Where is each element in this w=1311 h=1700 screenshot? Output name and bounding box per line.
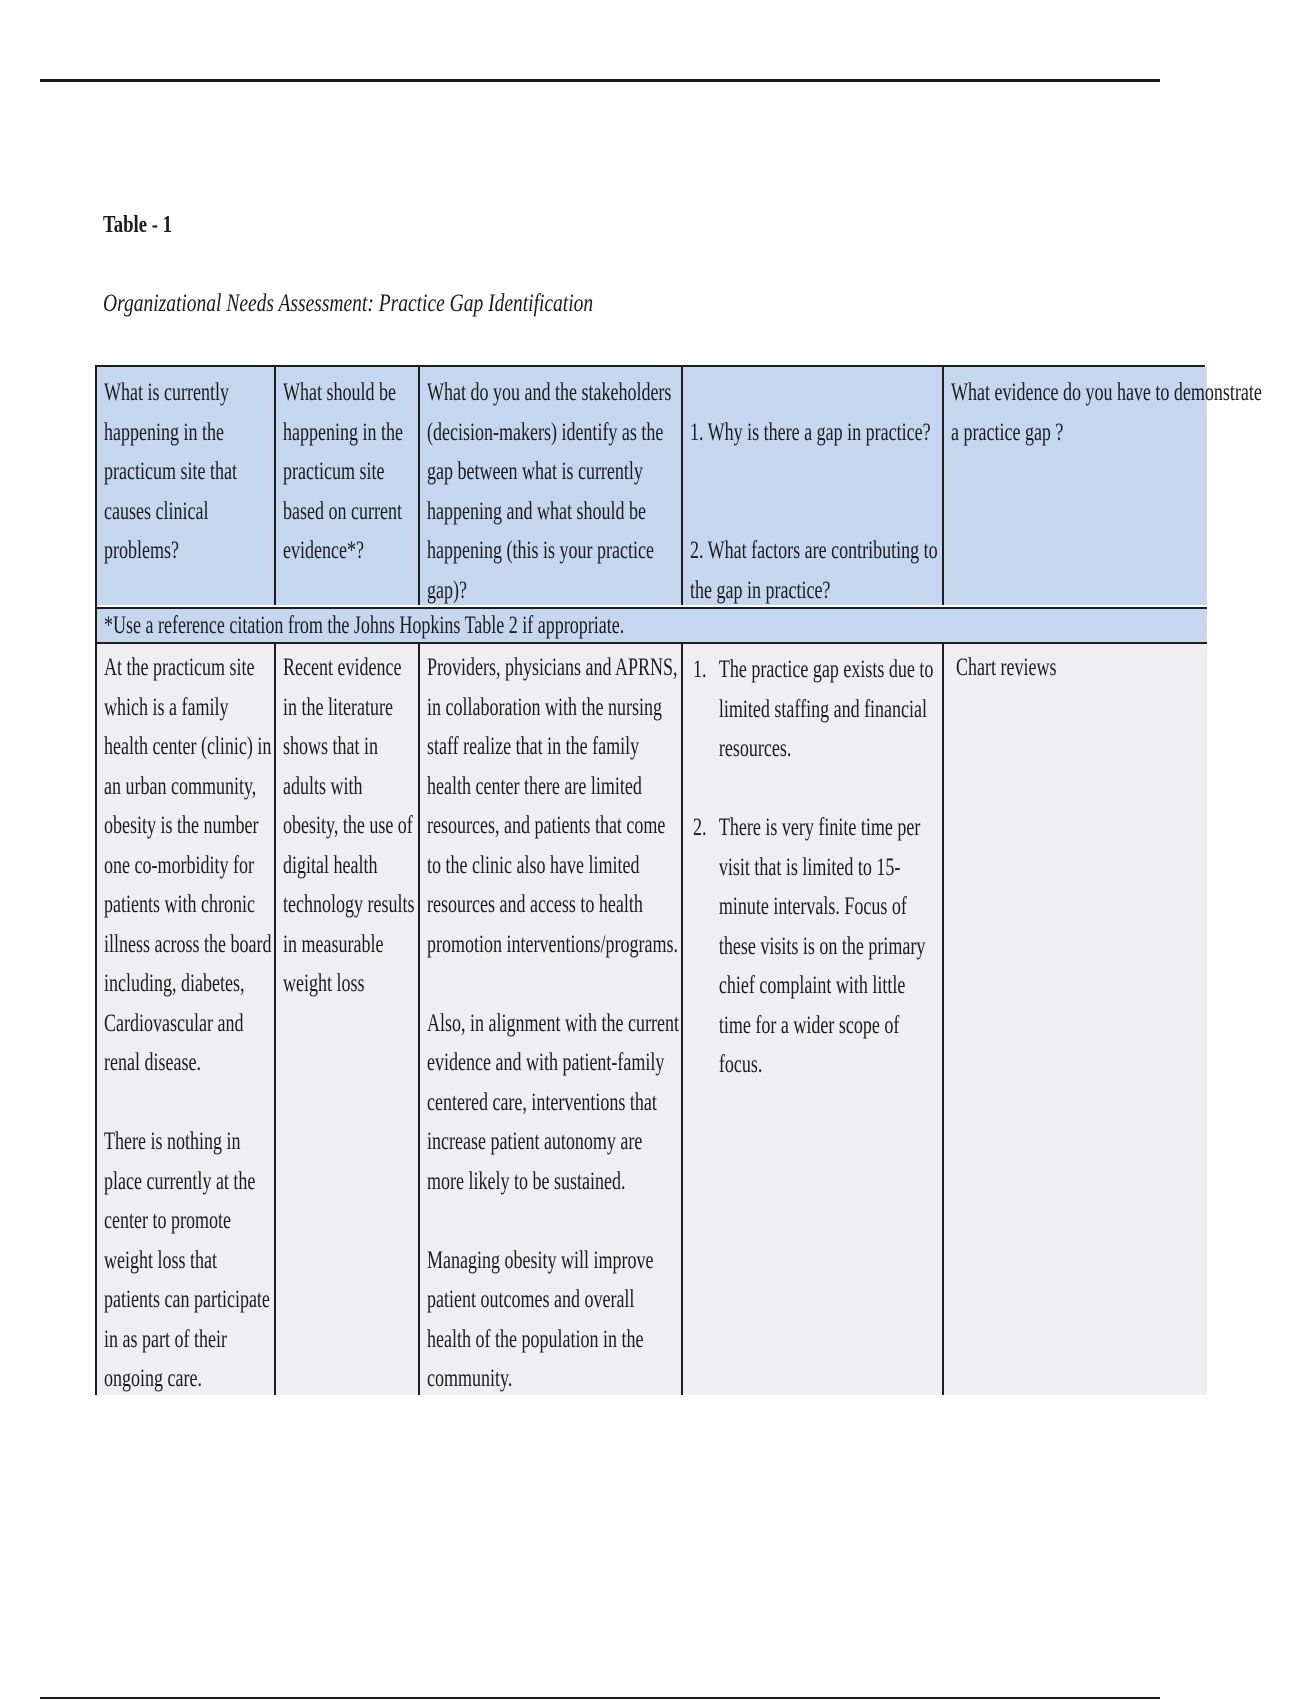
header-cell-evidence xyxy=(942,367,1262,605)
header-should-text: What should be happening in the practicum site based on current evidence*? xyxy=(283,379,403,564)
table-row xyxy=(97,644,1207,1395)
list-item-text: There is very finite time per visit that is limited to 15-minute intervals. Focus of these visits is on the primary chief complaint with little time for a wider scope of focus. xyxy=(718,814,926,1078)
gap-paragraph-3: Managing obesity will improve patient outcomes and overall health of the population in the community. xyxy=(427,1246,654,1392)
body-cell-current xyxy=(97,644,274,1395)
gap-reasons-list xyxy=(693,650,938,1124)
header-why-q1: 1. Why is there a gap in practice? xyxy=(690,418,931,446)
header-cell-gap xyxy=(418,367,681,605)
bottom-rule xyxy=(40,1697,1160,1699)
practice-gap-table xyxy=(95,365,1262,1395)
header-cell-why xyxy=(681,367,942,605)
body-cell-should xyxy=(274,644,418,1395)
gap-paragraph-1: Providers, physicians and APRNS, in collaboration with the nursing staff realize that in the family health center there are limited resources, and patients that come to the clinic also have limited resources and access to health promotion interventions/programs. xyxy=(427,654,678,958)
list-item xyxy=(693,808,938,1085)
gap-paragraph-2: Also, in alignment with the current evidence and with patient-family centered care, interventions that increase patient autonomy are more likely to be sustained. xyxy=(427,1009,679,1195)
header-cell-current xyxy=(97,367,274,605)
list-item-number: 2. xyxy=(693,814,707,841)
header-gap-text: What do you and the stakeholders (decision-makers) identify as the gap between what is currently happening and what should be happening (this is your practice gap)? xyxy=(427,379,672,604)
header-current-text: What is currently happening in the practicum site that causes clinical problems? xyxy=(104,379,237,564)
table-label: Table - 1 xyxy=(103,212,173,238)
should-paragraph: Recent evidence in the literature shows that in adults with obesity, the use of digital health technology results in measurable weight loss xyxy=(283,654,415,997)
current-paragraph-2: There is nothing in place currently at the center to promote weight loss that patients can participate in as part of their ongoing care. xyxy=(104,1128,270,1392)
header-evidence-line-1: What evidence do you have to demonstrate xyxy=(951,379,1262,406)
header-evidence-line-2: a practice gap ? xyxy=(951,418,1064,446)
evidence-text: Chart reviews xyxy=(956,654,1057,681)
body-cell-evidence xyxy=(942,644,1207,1395)
table-note-row xyxy=(97,607,1207,644)
body-cell-why xyxy=(681,644,942,1395)
top-rule xyxy=(40,79,1160,82)
header-cell-should xyxy=(274,367,418,605)
table-caption: Organizational Needs Assessment: Practice Gap Identification xyxy=(103,290,594,317)
reference-note: *Use a reference citation from the Johns Hopkins Table 2 if appropriate. xyxy=(104,612,625,639)
list-item-text: The practice gap exists due to limited staffing and financial resources. xyxy=(718,656,934,762)
header-evidence-text xyxy=(951,373,1311,452)
header-why-q2: 2. What factors are contributing to the gap in practice? xyxy=(690,537,938,604)
table-header-row xyxy=(97,367,1262,605)
list-item-number: 1. xyxy=(693,656,707,683)
body-cell-gap xyxy=(418,644,681,1395)
current-paragraph-1: At the practicum site which is a family health center (clinic) in an urban community, obesity is the number one co-morbidity for patients with chronic illness across the board including, diabetes, Cardiovascular and renal disease. xyxy=(104,654,272,1076)
list-item xyxy=(693,650,938,769)
